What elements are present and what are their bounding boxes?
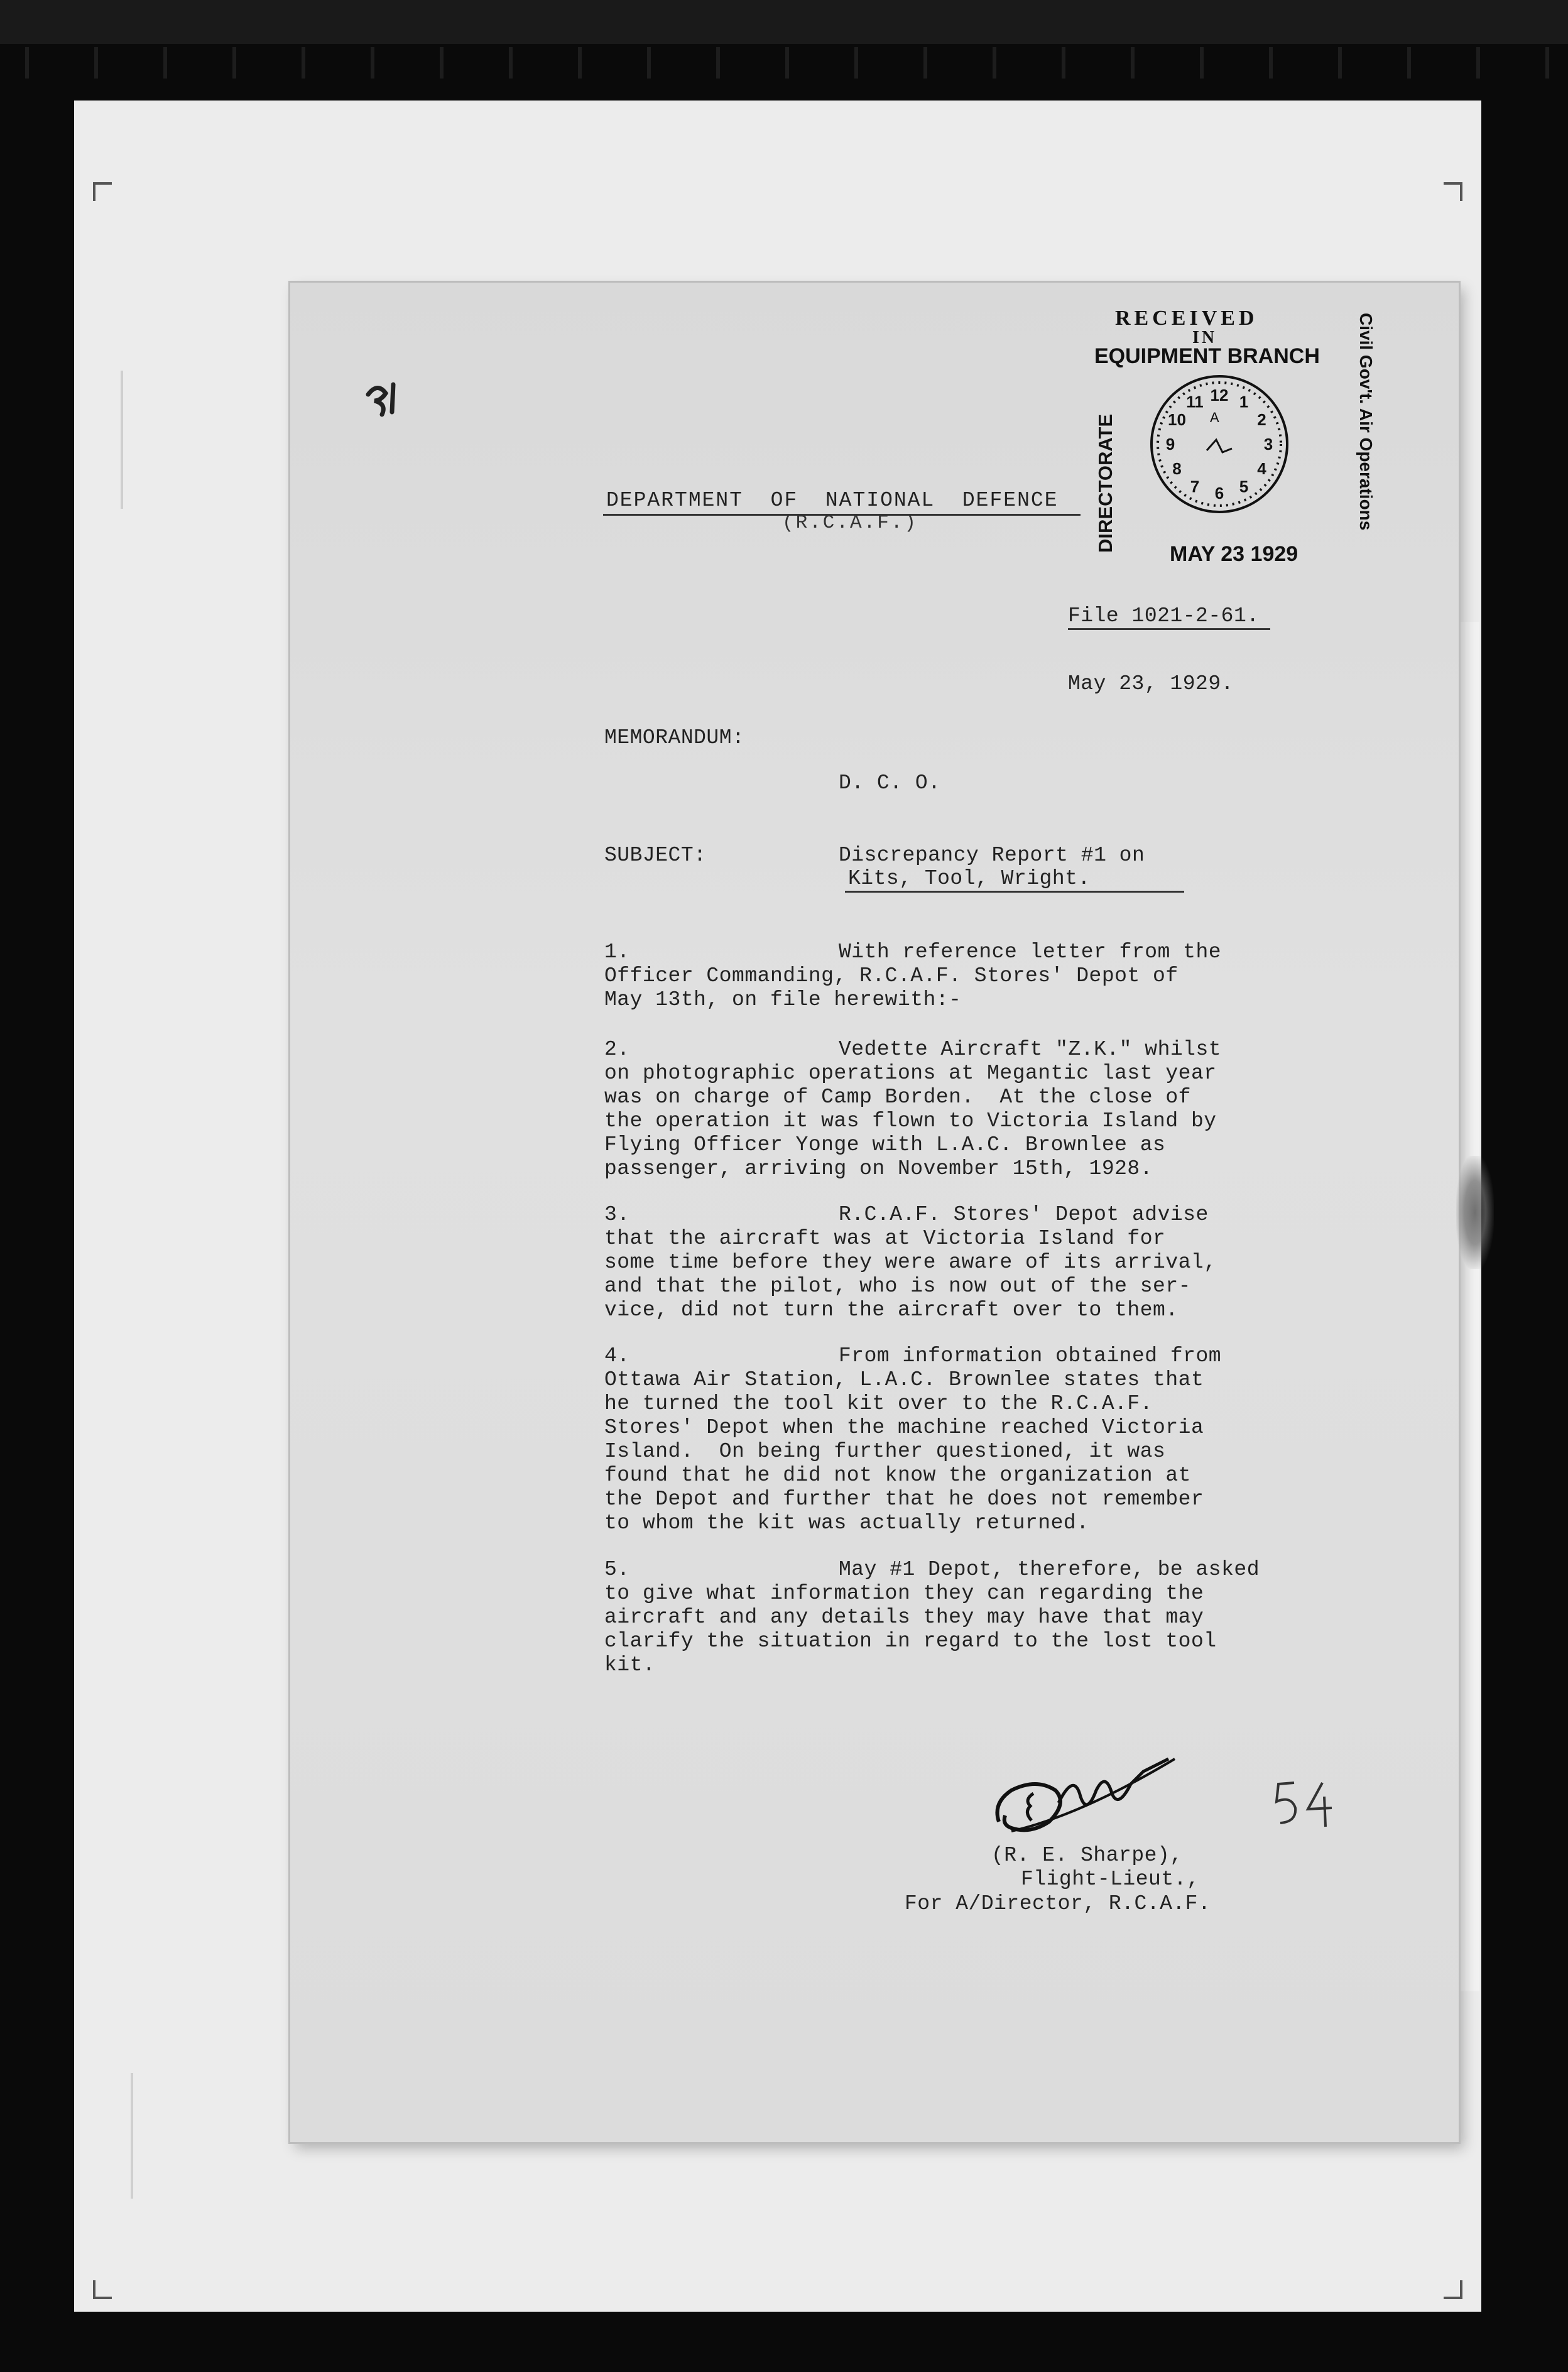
department-subheading: (R.C.A.F.) [782, 512, 918, 534]
signatory-rank: Flight-Lieut., [1021, 1868, 1200, 1891]
paragraph-line: kit. [604, 1653, 656, 1677]
paragraph-line: aircraft and any details they may have that may [604, 1606, 1204, 1629]
corner-mark [93, 2280, 112, 2299]
stamp-date: MAY 23 1929 [1170, 542, 1298, 566]
side-mark [131, 2073, 133, 2199]
film-sprocket-strip [0, 47, 1568, 79]
handwritten-signature [986, 1746, 1200, 1847]
paragraph-line: Flying Officer Yonge with L.A.C. Brownlee as [604, 1133, 1166, 1156]
clock-numeral: 12 [1210, 386, 1229, 405]
paragraph-line: passenger, arriving on November 15th, 1928. [604, 1157, 1153, 1180]
side-mark [121, 371, 123, 509]
file-reference: File 1021-2-61. [1068, 604, 1260, 628]
paragraph-number: 1. [604, 940, 630, 964]
paragraph-line: vice, did not turn the aircraft over to them. [604, 1298, 1179, 1322]
corner-mark [93, 182, 112, 201]
subject-line-2: Kits, Tool, Wright. [848, 867, 1091, 890]
paragraph-line: Stores' Depot when the machine reached Victoria [604, 1416, 1204, 1439]
paragraph-line: he turned the tool kit over to the R.C.A.F. [604, 1392, 1153, 1415]
paragraph-line: to give what information they can regarding the [604, 1582, 1204, 1605]
clock-numeral: 6 [1214, 484, 1224, 503]
paragraph-line: May #1 Depot, therefore, be asked [839, 1558, 1260, 1581]
paragraph-number: 3. [604, 1203, 630, 1226]
paragraph-line: clarify the situation in regard to the lost tool [604, 1629, 1217, 1653]
paragraph-line: Ottawa Air Station, L.A.C. Brownlee states that [604, 1368, 1204, 1391]
signatory-for: For A/Director, R.C.A.F. [905, 1892, 1211, 1915]
clock-numeral: 2 [1257, 410, 1266, 429]
paragraph-number: 2. [604, 1038, 630, 1061]
paragraph-line: Island. On being further questioned, it was [604, 1440, 1166, 1463]
addressee: D. C. O. [839, 771, 941, 795]
handwritten-number [1269, 1778, 1338, 1828]
paragraph-line: some time before they were aware of its arrival, [604, 1251, 1217, 1274]
clock-numeral: 9 [1165, 435, 1175, 454]
department-heading: DEPARTMENT OF NATIONAL DEFENCE [606, 489, 1059, 512]
corner-handwritten-mark [362, 376, 406, 420]
paragraph-line: on photographic operations at Megantic last year [604, 1062, 1217, 1085]
corner-mark [1444, 182, 1462, 201]
paragraph-number: 5. [604, 1558, 630, 1581]
clock-letter: A [1210, 410, 1219, 425]
paragraph-line: From information obtained from [839, 1344, 1222, 1368]
clock-numeral: 11 [1186, 392, 1204, 411]
clock-numeral: 7 [1190, 477, 1200, 496]
film-edge [0, 0, 1568, 44]
paragraph-line: Officer Commanding, R.C.A.F. Stores' Depot of [604, 964, 1179, 987]
stamp-received: RECEIVED [1115, 307, 1258, 330]
subject-line-1: Discrepancy Report #1 on [839, 844, 1145, 867]
paragraph-line: to whom the kit was actually returned. [604, 1511, 1089, 1535]
stamp-civil-gov: Civil Gov't. Air Operations [1356, 313, 1376, 531]
paragraph-line: R.C.A.F. Stores' Depot advise [839, 1203, 1209, 1226]
clock-numeral: 1 [1239, 392, 1249, 411]
clock-numeral: 10 [1168, 410, 1186, 429]
paragraph-line: the operation it was flown to Victoria Island by [604, 1109, 1217, 1133]
paragraph-line: the Depot and further that he does not remember [604, 1488, 1204, 1511]
clock-numeral: 8 [1172, 459, 1182, 478]
file-underline [1068, 628, 1270, 630]
stamp-in: IN [1192, 328, 1217, 347]
paragraph-line: May 13th, on file herewith:- [604, 988, 962, 1011]
corner-mark [1444, 2280, 1462, 2299]
stamp-clock-dial [1147, 372, 1292, 516]
clock-numeral: 3 [1263, 435, 1273, 454]
paragraph-line: found that he did not know the organization at [604, 1464, 1191, 1487]
signatory-name: (R. E. Sharpe), [991, 1844, 1183, 1867]
subject-label: SUBJECT: [604, 844, 707, 867]
memo-label: MEMORANDUM: [604, 726, 745, 749]
paragraph-line: that the aircraft was at Victoria Island for [604, 1227, 1166, 1250]
paragraph-line: Vedette Aircraft "Z.K." whilst [839, 1038, 1222, 1061]
paragraph-line: was on charge of Camp Borden. At the close of [604, 1085, 1191, 1109]
clock-numeral: 5 [1239, 477, 1249, 496]
paragraph-line: With reference letter from the [839, 940, 1222, 964]
stamp-branch: EQUIPMENT BRANCH [1094, 344, 1320, 368]
stamp-directorate: DIRECTORATE [1094, 413, 1116, 553]
clock-numeral: 4 [1257, 459, 1266, 478]
paragraph-line: and that the pilot, who is now out of the ser- [604, 1275, 1191, 1298]
memo-date: May 23, 1929. [1068, 672, 1234, 695]
paragraph-number: 4. [604, 1344, 630, 1368]
ink-blotch [1456, 1156, 1494, 1269]
underlying-sheet-edge [1457, 622, 1479, 1991]
subject-underline [845, 891, 1184, 893]
